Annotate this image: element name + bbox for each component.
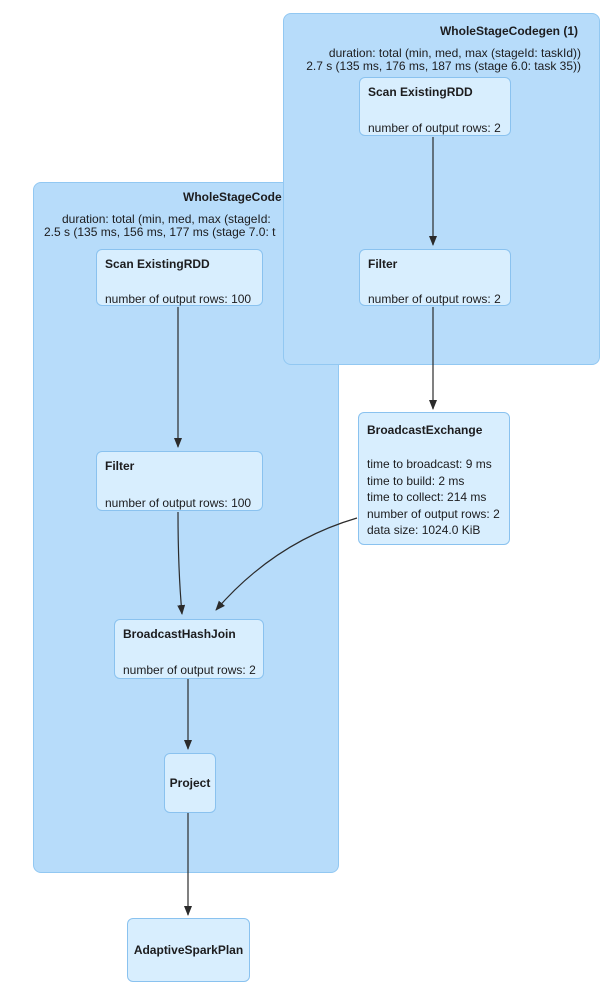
- node-metric: time to collect: 214 ms: [367, 490, 487, 505]
- node-metric: number of output rows: 100: [105, 292, 252, 306]
- cluster-duration-label: duration: total (min, med, max (stageId: taskId)): [328, 46, 581, 60]
- scan-existingrdd-node: [359, 77, 511, 136]
- node-title: Scan ExistingRDD: [105, 257, 210, 271]
- node-title: AdaptiveSparkPlan: [133, 942, 244, 957]
- node-metric: number of output rows: 100: [105, 496, 252, 510]
- node-metric: number of output rows: 2: [368, 292, 501, 306]
- scan-existingrdd-node: [96, 249, 263, 306]
- node-metric: number of output rows: 2: [368, 121, 501, 135]
- wholestagecodegen-1-cluster: [283, 13, 600, 365]
- filter-node: [96, 451, 263, 511]
- node-metric: time to build: 2 ms: [367, 473, 465, 488]
- node-metric: time to broadcast: 9 ms: [367, 457, 492, 471]
- node-title: Scan ExistingRDD: [368, 85, 473, 99]
- broadcast-exchange-node: [358, 412, 510, 545]
- node-metric: number of output rows: 2: [367, 506, 500, 521]
- broadcast-hash-join-node: [114, 619, 264, 679]
- cluster-title: WholeStageCode: [183, 190, 282, 204]
- cluster-title: WholeStageCodegen (1): [439, 24, 578, 38]
- node-title: BroadcastExchange: [367, 423, 483, 437]
- cluster-duration-value: 2.7 s (135 ms, 176 ms, 187 ms (stage 6.0: task 35)): [306, 59, 581, 73]
- node-title: BroadcastHashJoin: [123, 627, 236, 641]
- cluster-duration-label: duration: total (min, med, max (stageId:: [62, 212, 271, 226]
- node-title: Project: [169, 775, 211, 790]
- filter-node: [359, 249, 511, 306]
- node-title: Filter: [105, 459, 135, 473]
- cluster-duration-value: 2.5 s (135 ms, 156 ms, 177 ms (stage 7.0: t: [44, 225, 276, 239]
- adaptive-spark-plan-node: [127, 918, 250, 982]
- node-metric: number of output rows: 2: [123, 663, 256, 677]
- node-title: Filter: [368, 257, 398, 271]
- node-metric: data size: 1024.0 KiB: [367, 523, 481, 538]
- project-node: [164, 753, 216, 813]
